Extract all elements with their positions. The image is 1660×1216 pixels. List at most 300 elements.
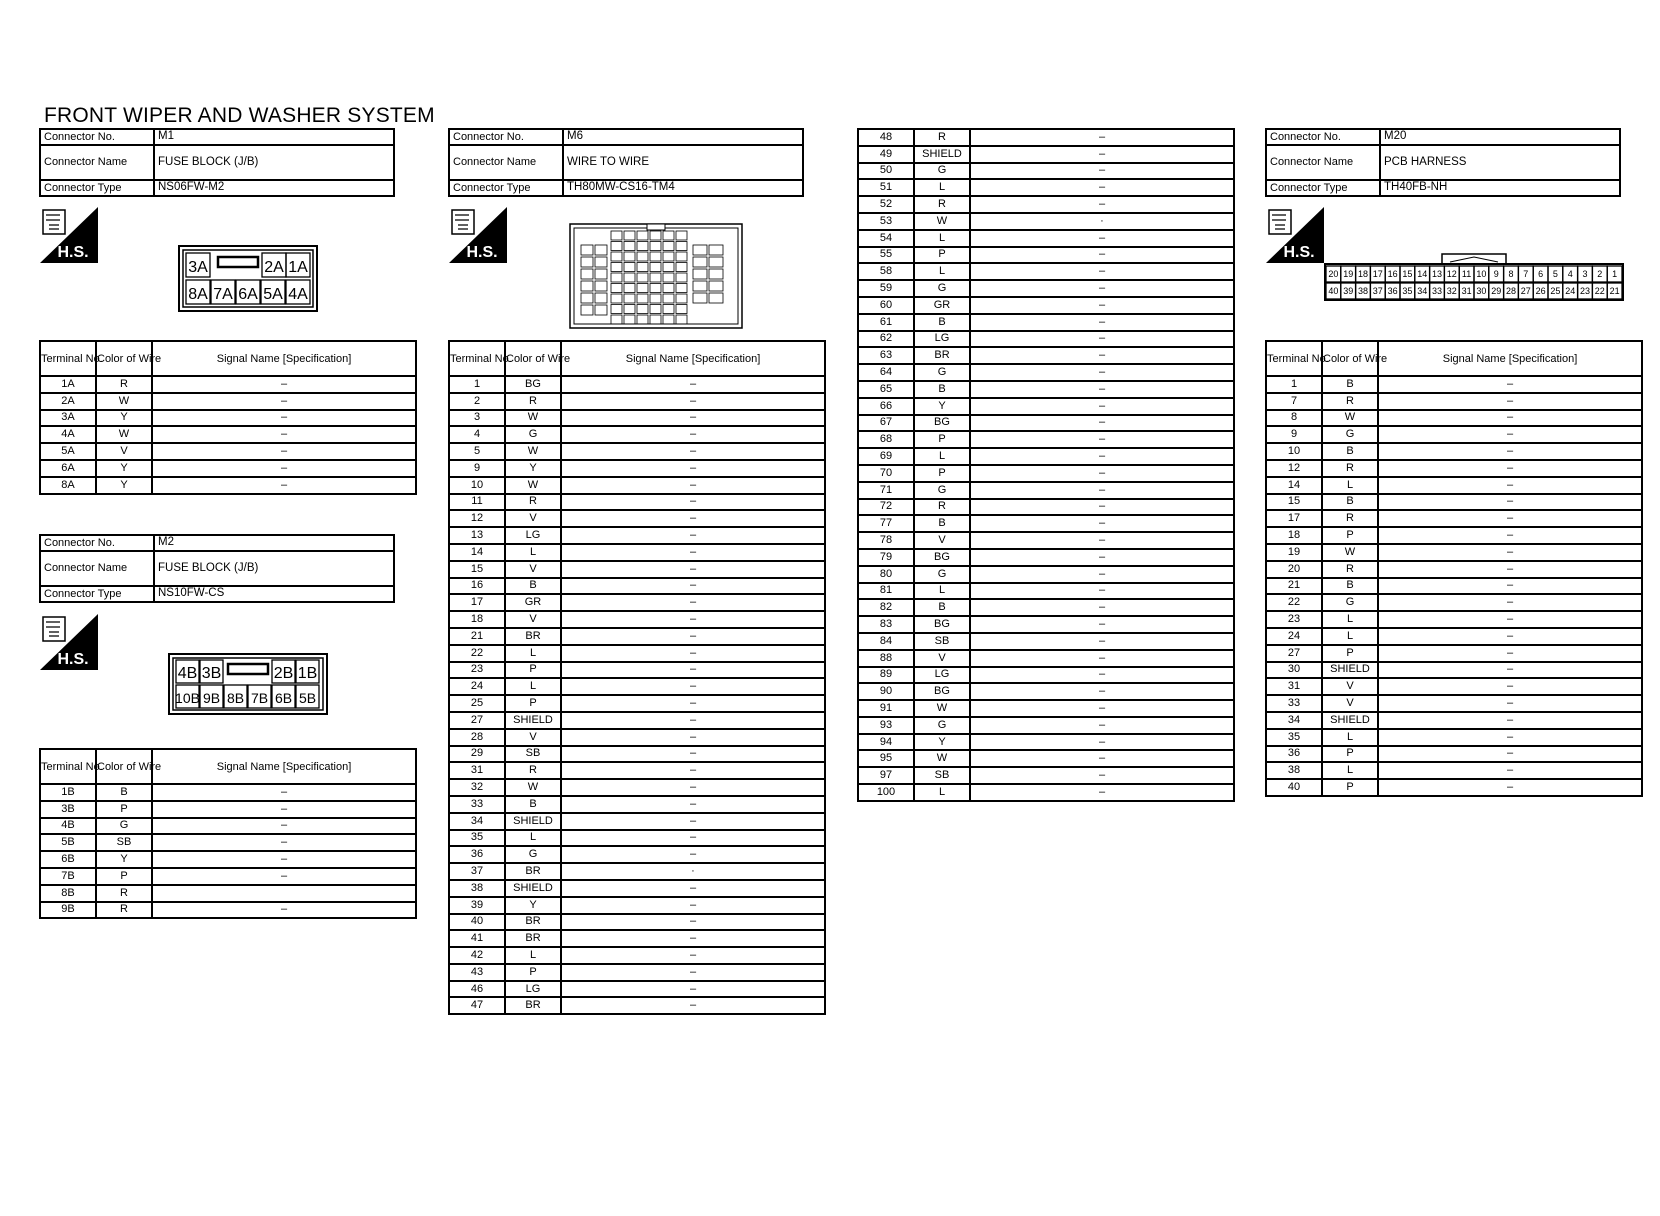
wire-color: P [914,247,970,264]
table-row [858,314,1234,331]
table-row [858,683,1234,700]
signal-name: – [561,410,825,427]
connector-pin-label: 8B [226,690,245,706]
wire-color: SB [505,746,561,763]
table-row [40,410,416,427]
signal-name: – [561,880,825,897]
terminal-no: 58 [858,263,914,280]
terminal-no: 40 [449,914,505,931]
signal-name: – [1378,645,1642,662]
table-row [449,897,825,914]
wire-color: G [914,163,970,180]
label-connector-no: Connector No. [449,129,563,145]
table-row [449,678,825,695]
signal-name: – [970,297,1234,314]
connector-cavity [663,231,674,240]
terminal-no: 78 [858,532,914,549]
terminal-no: 10 [449,477,505,494]
wire-color: B [505,578,561,595]
connector-cavity [650,273,661,282]
signal-name: – [152,801,416,818]
table-row [858,398,1234,415]
table-row [858,415,1234,432]
wire-color: P [914,465,970,482]
signal-name: – [561,628,825,645]
connector-pin-label: 31 [1461,286,1472,296]
terminal-no: 97 [858,767,914,784]
connector-pin-label: 3B [201,665,222,682]
terminal-no: 12 [1266,460,1322,477]
connector-pin-label: 7B [250,690,269,706]
table-row [40,885,416,902]
connector-cavity [637,231,648,240]
wire-color: Y [914,734,970,751]
m6-connector-no: M6 [563,129,803,145]
m20-connector-no: M20 [1380,129,1620,145]
m1-connector-no: M1 [154,129,394,145]
table-row [449,628,825,645]
terminal-no: 65 [858,381,914,398]
table-row [449,930,825,947]
signal-name: – [152,818,416,835]
connector-cavity [624,242,635,251]
table-row [1266,443,1642,460]
wire-color: L [505,544,561,561]
connector-cavity [709,257,723,267]
terminal-no: 13 [449,527,505,544]
signal-name: – [970,734,1234,751]
signal-name: – [1378,729,1642,746]
signal-name: – [152,784,416,801]
signal-name: – [1378,494,1642,511]
terminal-no: 41 [449,930,505,947]
terminal-no: 24 [449,678,505,695]
table-row [1266,426,1642,443]
table-row [858,599,1234,616]
table-row [1266,779,1642,796]
terminal-no: 1B [40,784,96,801]
terminal-no: 35 [449,830,505,847]
signal-name: – [970,196,1234,213]
terminal-no: 10 [1266,443,1322,460]
signal-name: – [970,179,1234,196]
table-row [40,784,416,801]
table-row [40,460,416,477]
connector-cavity [650,305,661,314]
signal-name: – [970,549,1234,566]
m1-header-table [39,128,395,197]
wire-color: L [505,678,561,695]
wire-color: R [96,885,152,902]
table-row [1266,695,1642,712]
signal-name: – [561,813,825,830]
terminal-no: 5A [40,443,96,460]
connector-pin-label: 37 [1372,286,1383,296]
terminal-no: 33 [1266,695,1322,712]
wire-color: B [1322,494,1378,511]
header-color-of-wire: Color of Wire [96,749,152,784]
connector-pin-label: 26 [1535,286,1546,296]
signal-name: – [970,650,1234,667]
wire-color: Y [96,410,152,427]
wire-color: W [505,779,561,796]
m6-connector-name: WIRE TO WIRE [563,145,803,180]
m20-connector-diagram [1324,250,1624,302]
connector-cavity [637,284,648,293]
terminal-no: 30 [1266,662,1322,679]
signal-name: – [1378,695,1642,712]
signal-name: – [561,796,825,813]
wire-color: SHIELD [505,712,561,729]
terminal-no: 63 [858,347,914,364]
label-connector-type: Connector Type [40,180,154,196]
connector-cavity [650,242,661,251]
connector-cavity [611,315,622,324]
signal-name: – [561,678,825,695]
connector-cavity [650,252,661,261]
connector-pin-label: 24 [1565,286,1576,296]
connector-cavity [676,305,687,314]
table-row [449,393,825,410]
wire-color: BG [914,616,970,633]
connector-cavity [676,294,687,303]
signal-name: – [1378,410,1642,427]
connector-cavity [624,305,635,314]
table-row [40,443,416,460]
wire-color: LG [914,667,970,684]
signal-name: – [561,712,825,729]
wire-color: LG [914,331,970,348]
hs-icon [40,614,98,670]
connector-cavity [676,315,687,324]
wire-color: V [505,561,561,578]
signal-name: – [152,851,416,868]
connector-pin-label: 40 [1328,286,1339,296]
wire-color: B [1322,376,1378,393]
wire-color: B [505,796,561,813]
table-row [449,611,825,628]
signal-name: – [1378,477,1642,494]
hs-label: H.S. [466,244,498,261]
terminal-no: 5B [40,834,96,851]
signal-name: – [1378,678,1642,695]
connector-cavity [624,231,635,240]
table-row [449,880,825,897]
table-row [449,410,825,427]
signal-name: – [1378,443,1642,460]
wire-color: L [1322,611,1378,628]
terminal-no: 12 [449,510,505,527]
terminal-no: 19 [1266,544,1322,561]
wire-color: LG [505,527,561,544]
table-row [449,544,825,561]
table-row [858,499,1234,516]
wire-color: L [914,179,970,196]
connector-cavity [581,245,593,255]
signal-name: – [561,830,825,847]
label-connector-type: Connector Type [449,180,563,196]
wire-color: SB [96,834,152,851]
table-row [858,700,1234,717]
table-row [449,376,825,393]
table-row [858,213,1234,230]
table-row [40,818,416,835]
signal-name: – [561,376,825,393]
connector-cavity [595,257,607,267]
hs-icon [449,207,507,263]
connector-pin-label: 18 [1357,269,1369,279]
wire-color: V [96,443,152,460]
signal-name: – [152,477,416,494]
signal-name: – [561,393,825,410]
connector-pin-label: 21 [1609,286,1620,296]
terminal-no: 82 [858,599,914,616]
wire-color: V [914,650,970,667]
wire-color: B [96,784,152,801]
table-row [40,477,416,494]
wire-color: G [1322,426,1378,443]
terminal-no: 69 [858,448,914,465]
wire-color: W [1322,410,1378,427]
terminal-no: 8B [40,885,96,902]
signal-name: – [1378,762,1642,779]
connector-cavity [637,294,648,303]
wire-color: R [1322,460,1378,477]
wire-color: BG [505,376,561,393]
terminal-no: 83 [858,616,914,633]
terminal-no: 9 [449,460,505,477]
terminal-no: 9B [40,902,96,919]
signal-name: – [970,331,1234,348]
wire-color: L [1322,628,1378,645]
terminal-no: 93 [858,717,914,734]
connector-pin-label: 25 [1550,286,1561,296]
header-signal-name: Signal Name [Specification] [561,341,825,376]
wire-color: W [505,477,561,494]
signal-name: – [970,163,1234,180]
connector-pin-label: 33 [1431,286,1443,296]
wire-color: L [505,947,561,964]
signal-name: – [970,583,1234,600]
signal-name: – [970,599,1234,616]
terminal-no: 28 [449,729,505,746]
label-connector-name: Connector Name [449,145,563,180]
wire-color: R [1322,510,1378,527]
m20-connector-name: PCB HARNESS [1380,145,1620,180]
signal-name: – [561,611,825,628]
terminal-no: 20 [1266,561,1322,578]
wire-color: L [914,263,970,280]
table-row [449,527,825,544]
connector-cavity [676,252,687,261]
signal-name: – [970,247,1234,264]
terminal-no: 7 [1266,393,1322,410]
signal-name: – [970,750,1234,767]
table-row [858,482,1234,499]
table-row [449,964,825,981]
signal-name: – [970,230,1234,247]
connector-cavity [624,315,635,324]
signal-name: – [970,482,1234,499]
wire-color: V [505,729,561,746]
terminal-no: 68 [858,431,914,448]
table-row [858,717,1234,734]
terminal-no: 11 [449,494,505,511]
m6-connector-type: TH80MW-CS16-TM4 [563,180,803,196]
table-row [449,662,825,679]
terminal-no: 89 [858,667,914,684]
signal-name: – [970,532,1234,549]
terminal-no: 15 [1266,494,1322,511]
table-row [40,393,416,410]
header-terminal-no: Terminal No. [449,341,505,376]
signal-name: – [561,426,825,443]
signal-name: – [970,700,1234,717]
signal-name: – [561,494,825,511]
table-row [858,381,1234,398]
signal-name: – [1378,662,1642,679]
terminal-no: 38 [449,880,505,897]
wire-color: L [914,583,970,600]
signal-name: – [970,683,1234,700]
terminal-no: 23 [449,662,505,679]
terminal-no: 37 [449,863,505,880]
connector-cavity [595,269,607,279]
wire-color: R [505,393,561,410]
connector-cavity [637,252,648,261]
terminal-no: 36 [449,846,505,863]
wire-color: G [1322,594,1378,611]
connector-cavity [676,263,687,272]
connector-cavity [611,231,622,240]
connector-pin-label: 39 [1343,286,1354,296]
table-row [858,146,1234,163]
terminal-no: 53 [858,213,914,230]
header-signal-name: Signal Name [Specification] [1378,341,1642,376]
table-row [449,443,825,460]
wire-color: G [505,846,561,863]
connector-pin-label: 14 [1417,269,1428,279]
wire-color: W [505,410,561,427]
wire-color: G [96,818,152,835]
wire-color: G [505,426,561,443]
table-row [449,695,825,712]
terminal-no: 77 [858,515,914,532]
signal-name: – [1378,393,1642,410]
m2-connector-name: FUSE BLOCK (J/B) [154,551,394,586]
connector-cavity [611,242,622,251]
connector-pin-label: 36 [1387,286,1398,296]
terminal-no: 55 [858,247,914,264]
signal-name: – [1378,527,1642,544]
hs-icon [1266,207,1324,263]
terminal-no: 71 [858,482,914,499]
signal-name: – [561,779,825,796]
wire-color: L [914,784,970,801]
connector-pin-label: 4 [1567,269,1573,279]
table-row [858,650,1234,667]
wire-color: B [1322,443,1378,460]
table-row [449,477,825,494]
connector-cavity [611,263,622,272]
connector-cavity [693,269,707,279]
connector-pin-label: 19 [1343,269,1354,279]
wire-color: Y [96,851,152,868]
signal-name: – [561,947,825,964]
terminal-no: 32 [449,779,505,796]
signal-name: – [561,981,825,998]
connector-cavity [676,284,687,293]
terminal-no: 38 [1266,762,1322,779]
wire-color: Y [914,398,970,415]
connector-cavity [663,242,674,251]
terminal-no: 8 [1266,410,1322,427]
terminal-no: 14 [1266,477,1322,494]
m1-connector-diagram [178,245,318,312]
terminal-no: 40 [1266,779,1322,796]
table-row [858,448,1234,465]
hs-label: H.S. [57,651,89,668]
m20-header-table [1265,128,1621,197]
wire-color: L [505,645,561,662]
connector-cavity [624,252,635,261]
signal-name: – [561,762,825,779]
table-row [858,263,1234,280]
signal-name [152,885,416,902]
wire-color: SHIELD [914,146,970,163]
table-row [1266,510,1642,527]
table-row [858,667,1234,684]
connector-pin-label: 6A [238,286,258,303]
header-signal-name: Signal Name [Specification] [152,341,416,376]
signal-name: – [1378,426,1642,443]
connector-pin-label: 22 [1594,286,1605,296]
header-terminal-no: Terminal No. [40,341,96,376]
wire-color: B [914,515,970,532]
hs-label: H.S. [57,244,89,261]
signal-name: – [970,515,1234,532]
signal-name: – [561,914,825,931]
connector-pin-label: 1B [297,665,318,682]
signal-name: – [1378,712,1642,729]
connector-cavity [650,284,661,293]
label-connector-name: Connector Name [40,145,154,180]
terminal-no: 22 [1266,594,1322,611]
table-row [449,779,825,796]
table-row [858,230,1234,247]
table-row [449,712,825,729]
wire-color: V [1322,678,1378,695]
table-row [1266,712,1642,729]
connector-cavity [676,231,687,240]
connector-cavity [637,263,648,272]
label-connector-type: Connector Type [40,586,154,602]
wire-color: G [914,280,970,297]
table-row [858,431,1234,448]
table-row [858,616,1234,633]
table-row [449,578,825,595]
signal-name: – [561,578,825,595]
connector-cavity [709,293,723,303]
table-row [858,750,1234,767]
wire-color: L [1322,729,1378,746]
signal-name: – [970,566,1234,583]
signal-name: – [561,561,825,578]
wire-color: W [914,700,970,717]
connector-pin-label: 9B [202,690,221,706]
table-row [858,549,1234,566]
wire-color: R [914,129,970,146]
